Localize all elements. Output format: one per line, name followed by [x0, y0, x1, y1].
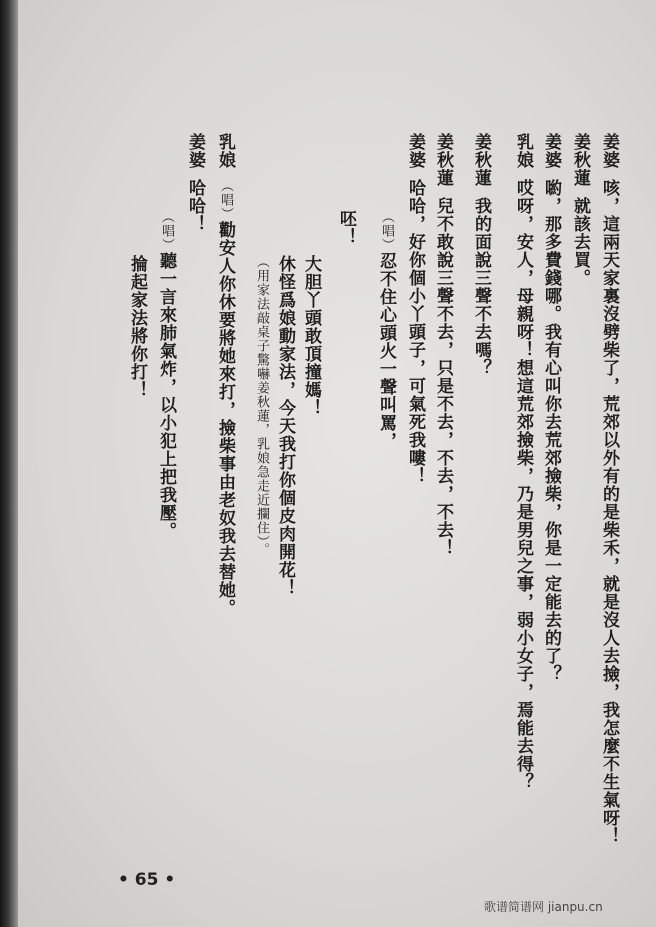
site-watermark: 歌谱简谱网 jianpu.cn [484, 900, 603, 914]
text-column: 乳娘（唱）勸安人你休要將她來打，撿柴事由老奴我去替她。 [215, 133, 235, 617]
text-column: 乳娘哎呀，安人，母親呀！想這荒郊撿柴，乃是男兒之事，弱小女子，焉能去得？ [513, 133, 533, 791]
text-column: 姜婆哈哈，好你個小丫頭子，可氣死我嘍！ [405, 133, 425, 485]
text-column: 呸！ [336, 210, 356, 246]
text-column: （唱）聽一言來肺氣炸，以小犯上把我壓。 [156, 210, 176, 540]
text-column: 姜婆喲，那多費錢哪。我有心叫你去荒郊撿柴，你是一定能去的了？ [541, 133, 561, 683]
text-column: 姜秋蓮兒不敢說三聲不去，只是不去，不去，不去！ [433, 133, 453, 557]
text-column: 掄起家法將你打！ [127, 255, 147, 399]
book-spine-shadow [0, 0, 18, 927]
text-column: 姜婆哈哈！ [185, 133, 205, 233]
stage-direction: （用家法敲桌子驚嚇姜秋蓮，乳娘急走近攔住）。 [254, 255, 269, 557]
text-column: 姜秋蓮就該去買。 [570, 133, 590, 287]
text-column: 休怪爲娘動家法，今天我打你個皮肉開花！ [275, 255, 295, 597]
text-column: （唱）忍不住心頭火一聲叫罵， [376, 210, 396, 450]
page-number: • 65 • [118, 870, 176, 890]
text-column: 大胆丫頭敢頂撞媽！ [301, 255, 321, 417]
text-column: 姜秋蓮我的面說三聲不去嗎？ [471, 133, 491, 377]
text-column: 姜婆咳，這兩天家裏沒劈柴了，荒郊以外有的是柴禾，就是沒人去撿，我怎麼不生氣呀！ [599, 133, 619, 845]
